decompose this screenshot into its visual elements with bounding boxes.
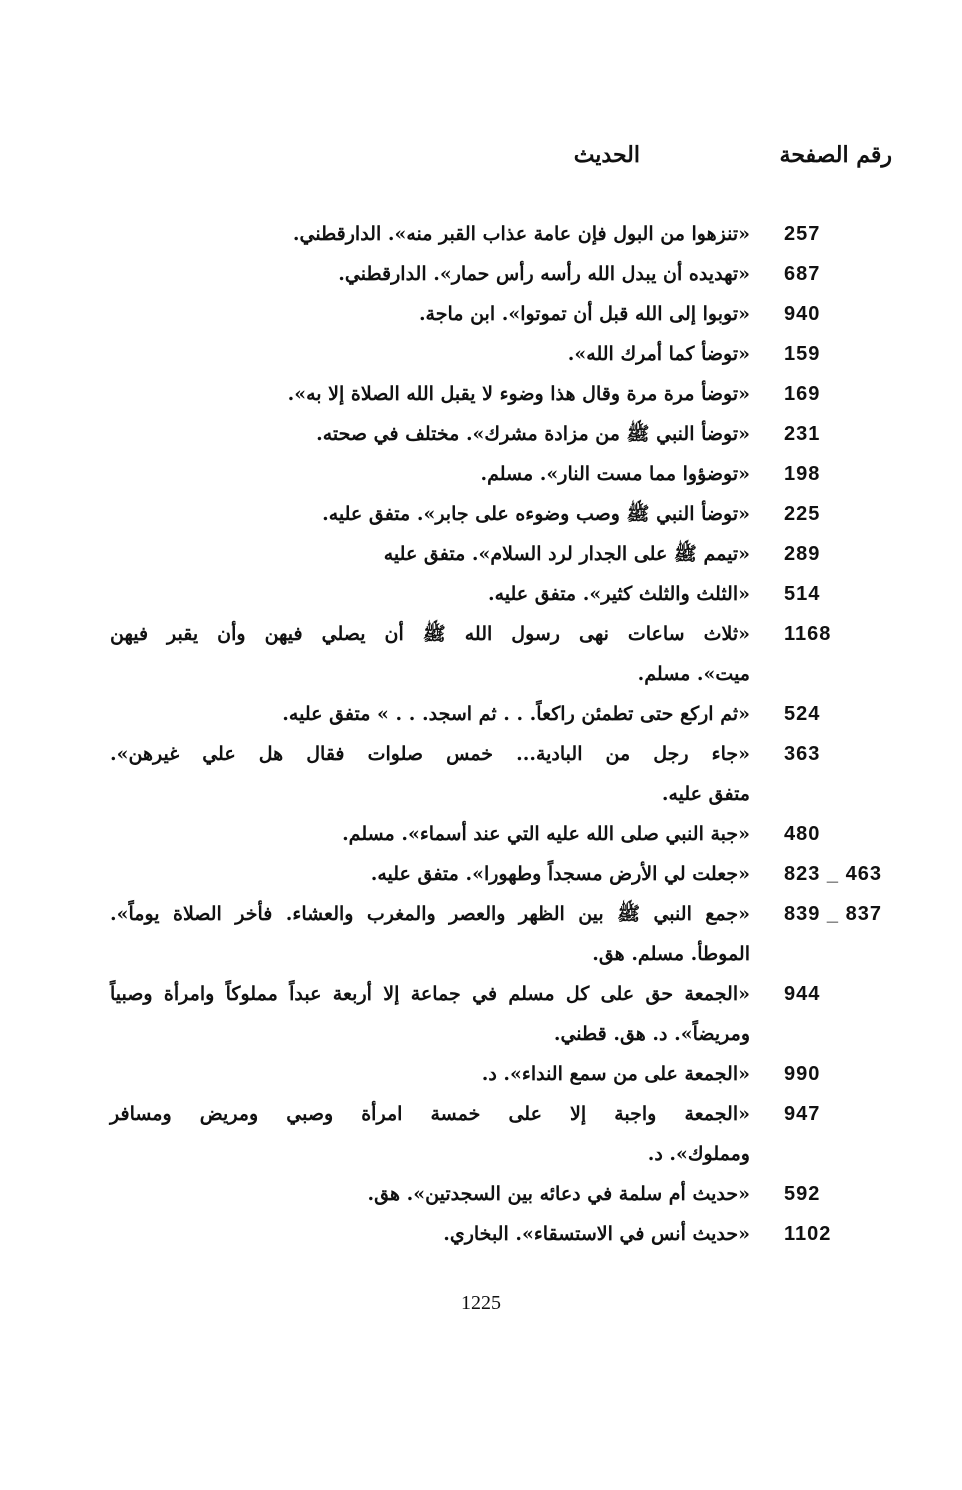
index-entry xyxy=(0,534,962,574)
entry-text-line: متفق عليه. xyxy=(661,783,750,805)
index-entry xyxy=(0,894,962,974)
entry-page-number: 940 xyxy=(784,303,821,325)
entry-text: «تهديده أن يبدل الله رأسه رأس حمار». الدارقطني. xyxy=(338,263,750,285)
entry-text-line: الموطأ. مسلم. هق. xyxy=(592,943,750,965)
entry-page-number: 1168 xyxy=(784,623,832,645)
page-footer-number: 1225 xyxy=(461,1292,501,1314)
entry-text: «توضأ كما أمرك الله». xyxy=(567,343,750,365)
index-entry xyxy=(0,1054,962,1094)
index-entry xyxy=(0,974,962,1054)
entry-text xyxy=(110,1094,750,1174)
entry-page-number: 592 xyxy=(784,1183,821,1205)
entry-page-number: 363 xyxy=(784,743,821,765)
entry-text: «توضأ النبي ﷺ وصب وضوءه على جابر». متفق عليه. xyxy=(322,503,750,525)
entry-page-number: 1102 xyxy=(784,1223,832,1245)
index-entry xyxy=(0,694,962,734)
index-entry xyxy=(0,334,962,374)
entry-text xyxy=(110,734,750,814)
entry-text: «توبوا إلى الله قبل أن تموتوا». ابن ماجة. xyxy=(418,303,750,325)
entry-text-line: «الجمعة واجبة إلا على خمسة امرأة وصبي ومريض ومسافر xyxy=(110,1103,750,1125)
entry-page-number: 990 xyxy=(784,1063,821,1085)
column-header xyxy=(0,138,962,178)
entry-text-line: «جمع النبي ﷺ بين الظهر والعصر والمغرب والعشاء. فأخر الصلاة يوماً». xyxy=(110,903,750,925)
entry-text: «تيمم ﷺ على الجدار لرد السلام». متفق عليه xyxy=(383,543,750,565)
page-number-column-title: رقم الصفحة xyxy=(779,142,892,168)
entry-page-number: 947 xyxy=(784,1103,821,1125)
entry-page-number: 480 xyxy=(784,823,821,845)
index-entry xyxy=(0,854,962,894)
entry-page-number: 169 xyxy=(784,383,821,405)
entry-page-number: 231 xyxy=(784,423,821,445)
entry-text: «حديث أنس في الاستسقاء». البخاري. xyxy=(443,1223,750,1245)
index-entry xyxy=(0,574,962,614)
entry-text-line: ومريضاً». د. هق. قطني. xyxy=(553,1023,750,1045)
entry-page-number: 839 _ 837 xyxy=(784,903,882,925)
entry-text-line: «الجمعة حق على كل مسلم في جماعة إلا أربعة عبداً مملوكاً وامرأة وصبياً xyxy=(110,983,750,1005)
entry-page-number: 159 xyxy=(784,343,821,365)
entry-text xyxy=(110,614,750,694)
entry-text: «ثم اركع حتى تطمئن راكعاً. . . ثم اسجد. . . » متفق عليه. xyxy=(282,703,750,725)
entry-text xyxy=(110,974,750,1054)
hadith-index-list xyxy=(0,214,962,1254)
entry-page-number: 198 xyxy=(784,463,821,485)
index-entry xyxy=(0,494,962,534)
entry-text: «توضأ مرة مرة وقال هذا وضوء لا يقبل الله الصلاة إلا به». xyxy=(287,383,750,405)
entry-page-number: 944 xyxy=(784,983,821,1005)
entry-text-line: ومملوك». د. xyxy=(647,1143,750,1165)
entry-text xyxy=(110,894,750,974)
entry-page-number: 514 xyxy=(784,583,821,605)
entry-text: «جبة النبي صلى الله عليه التي عند أسماء». مسلم. xyxy=(342,823,750,845)
index-entry xyxy=(0,734,962,814)
entry-text: «جعلت لي الأرض مسجداً وطهورا». متفق عليه. xyxy=(370,863,750,885)
entry-page-number: 289 xyxy=(784,543,821,565)
entry-page-number: 687 xyxy=(784,263,821,285)
entry-text-line: ميت». مسلم. xyxy=(637,663,750,685)
entry-text-line: «ثلاث ساعات نهى رسول الله ﷺ أن يصلي فيهن وأن يقبر فيهن xyxy=(110,623,750,645)
index-entry xyxy=(0,294,962,334)
index-entry xyxy=(0,214,962,254)
index-entry xyxy=(0,1214,962,1254)
index-entry xyxy=(0,374,962,414)
index-entry xyxy=(0,414,962,454)
entry-text: «حديث أم سلمة في دعائه بين السجدتين». هق. xyxy=(367,1183,750,1205)
index-entry xyxy=(0,1094,962,1174)
entry-page-number: 823 _ 463 xyxy=(784,863,882,885)
entry-page-number: 257 xyxy=(784,223,821,245)
index-entry xyxy=(0,614,962,694)
entry-text: «توضؤوا مما مست النار». مسلم. xyxy=(480,463,750,485)
entry-page-number: 524 xyxy=(784,703,821,725)
entry-page-number: 225 xyxy=(784,503,821,525)
hadith-column-title: الحديث xyxy=(573,142,640,168)
entry-text: «توضأ النبي ﷺ من مزادة مشرك». مختلف في صحته. xyxy=(316,423,750,445)
index-entry xyxy=(0,814,962,854)
index-entry xyxy=(0,454,962,494)
entry-text: «تنزهوا من البول فإن عامة عذاب القبر منه». الدارقطني. xyxy=(292,223,750,245)
index-entry xyxy=(0,254,962,294)
entry-text: «الجمعة على من سمع النداء». د. xyxy=(481,1063,750,1085)
entry-text: «الثلث والثلث كثير». متفق عليه. xyxy=(487,583,750,605)
index-entry xyxy=(0,1174,962,1214)
entry-text-line: «جاء رجل من البادية... خمس صلوات فقال هل علي غيرهن». xyxy=(110,743,750,765)
